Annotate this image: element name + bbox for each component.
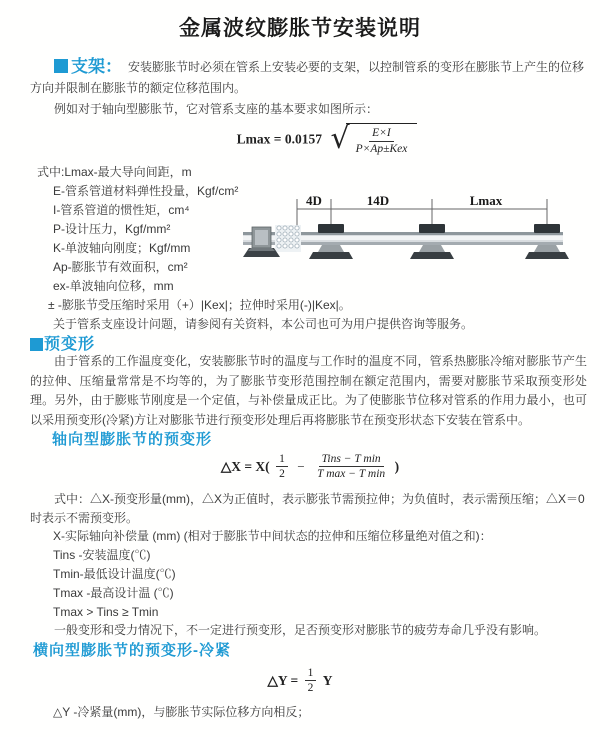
lmax-formula-lhs: Lmax = 0.0157 [236, 131, 322, 147]
variable-line: ex-单波轴向位移，mm [53, 279, 174, 293]
lateral-subheading: 横向型膨胀节的预变形-冷紧 [33, 642, 231, 659]
sqrt-radicand [346, 123, 418, 156]
axial-note-text: 式中：△X-预变形量(mm)，△X为正值时，表示膨张节需预拉伸；为负值时，表示需预压缩；△X＝0时表示不需预变形。 [30, 492, 585, 525]
lateral-formula-rhs: Y [322, 673, 333, 689]
variable-line: E-管系管道材料弹性投量，Kgf/cm² [53, 184, 239, 198]
predeform-section-heading [30, 331, 95, 354]
pipe-support-diagram [240, 190, 595, 270]
half-denominator: 2 [307, 682, 314, 695]
support-section [30, 56, 588, 120]
axial-formula-rhs: ) [394, 459, 400, 475]
variable-line: Tmax -最高设计温 (℃) [53, 586, 174, 600]
minus-sign: − [297, 459, 305, 475]
lmax-fraction-numerator: E×I [369, 126, 394, 141]
half-numerator: 1 [276, 452, 288, 467]
temperature-fraction [314, 452, 388, 482]
variable-line: Ap-膨胀节有效面积，cm² [53, 260, 188, 274]
one-half-fraction [276, 452, 288, 482]
support-example-text: 例如对于轴向型膨胀节，它对管系支座的基本要求如图所示： [54, 102, 379, 116]
variable-line: ± -膨胀节受压缩时采用（+）|Kex|；拉伸时采用(-)|Kex|。 [48, 298, 351, 312]
temp-numerator: Tins − T min [319, 452, 384, 467]
predeform-body-text: 由于管系的工作温度变化，安装膨胀节时的温度与工作时的温度不同，管系热膨胀冷缩对膨胀节产生的拉伸、压缩量常常是不均等的，为了膨胀节变形范围控制在额定范围内，需要对膨胀节采取预变形处理。另外，由于膨账节刚度是一个定值，与补偿量成正比。为了使膨胀节位移对管系的作用力最小，也可以采用预变形(冷紧)方让对膨胀节进行预变形处理后再将膨胀节在预变形状态下安装在管系中。 [30, 354, 587, 427]
dim-label-14d: 14D [366, 193, 390, 208]
variable-line: Tins -安装温度(℃) [53, 548, 151, 562]
variable-line: 式中:Lmax-最大导向间距，m [37, 165, 192, 179]
variable-line: I-管系管道的惯性矩，cm⁴ [53, 203, 190, 217]
lmax-formula [160, 122, 494, 157]
variable-line: X-实际轴向补偿量 (mm) (相对于膨胀节中间状态的拉伸和压缩位移量绝对值之和)： [53, 529, 492, 543]
section-marker-icon [54, 59, 68, 73]
half-numerator: 1 [305, 666, 317, 681]
dim-label-4d: 4D [306, 193, 322, 208]
predeform-heading-text: 预变形 [44, 336, 96, 353]
half-denominator: 2 [279, 468, 285, 481]
lateral-predeform-formula [150, 666, 450, 696]
bellows-icon [275, 225, 301, 252]
support-intro-text: 安装膨胀节时必须在管系上安装必要的支架，以控制管系的变形在膨胀节上产生的位移方向并限制在膨胀节的额定位移范围内。 [30, 60, 585, 95]
page-title: 金属波纹膨胀节安装说明 [179, 17, 421, 40]
lmax-fraction [353, 126, 411, 156]
dim-label-lmax: Lmax [469, 193, 503, 208]
lmax-fraction-denominator: P×Ap±Kex [355, 142, 408, 155]
sqrt-sign: √ [330, 121, 350, 156]
axial-footer-text: 一般变形和受力情况下，不一定进行预变形，足否预变形对膨胀节的疲劳寿命几乎没有影响。 [54, 623, 547, 637]
variable-line: Tmin-最低设计温度(℃) [53, 567, 176, 581]
variable-line: K-单波轴向刚度；Kgf/mm [53, 241, 191, 255]
one-half-fraction [305, 666, 317, 696]
support-section-heading: 支架： [71, 57, 122, 76]
temp-denominator: T max − T min [317, 468, 386, 481]
axial-predeform-formula [150, 452, 470, 482]
section-marker-icon [30, 338, 43, 351]
lateral-formula-lhs: △Y = [267, 673, 299, 689]
axial-variable-list [53, 527, 492, 622]
support-service-note: 关于管系支座设计问题，请参阅有关资料，本公司也可为用户提供咨询等服务。 [53, 317, 474, 331]
axial-subheading: 轴向型膨胀节的预变形 [52, 431, 213, 448]
variable-line: P-设计压力，Kgf/mm² [53, 222, 171, 236]
support-intro-paragraph [30, 56, 588, 99]
lateral-note-text: △Y -冷紧量(mm)，与膨胀节实际位移方向相反； [53, 705, 310, 719]
axial-formula-lhs: △X = X( [220, 459, 270, 475]
variable-line: Tmax > Tins ≥ Tmin [53, 605, 159, 619]
